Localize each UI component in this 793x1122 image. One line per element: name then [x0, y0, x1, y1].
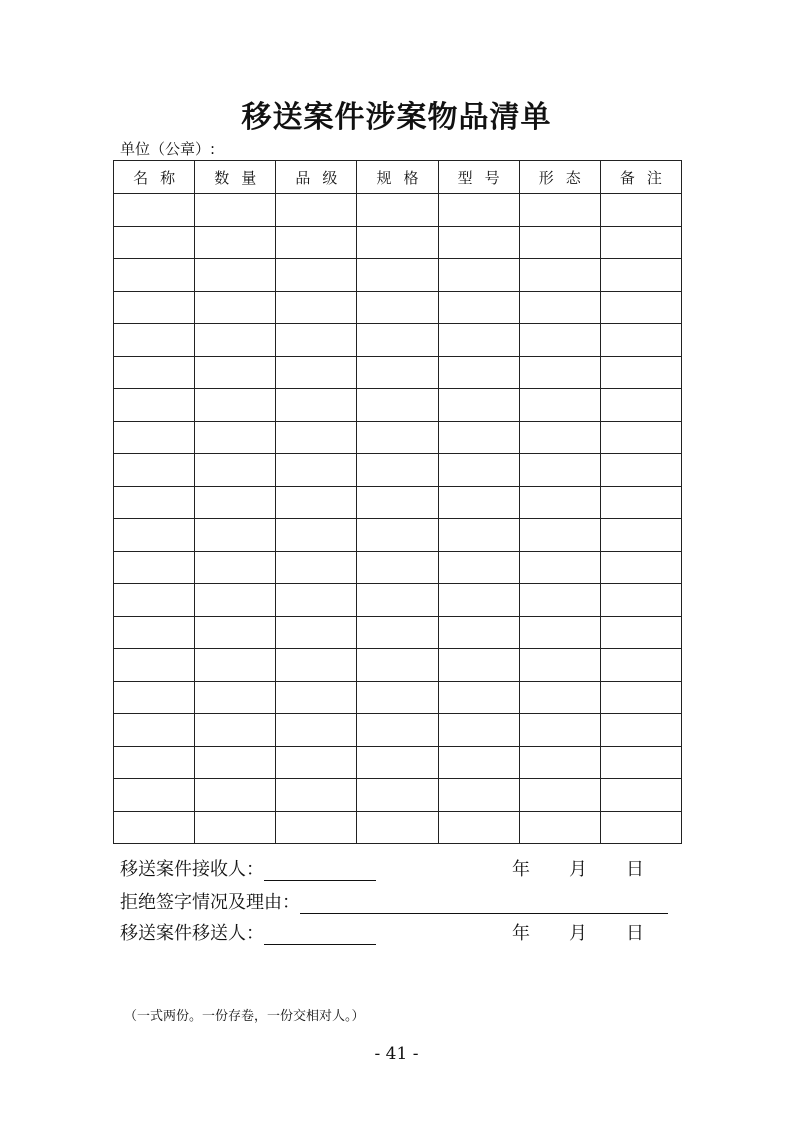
table-cell[interactable] — [276, 714, 357, 747]
table-row — [114, 649, 682, 682]
table-cell[interactable] — [114, 681, 195, 714]
table-cell[interactable] — [600, 421, 681, 454]
table-cell[interactable] — [195, 324, 276, 357]
table-cell[interactable] — [276, 356, 357, 389]
table-cell[interactable] — [114, 616, 195, 649]
table-cell[interactable] — [114, 714, 195, 747]
table-cell[interactable] — [114, 811, 195, 844]
table-cell[interactable] — [600, 486, 681, 519]
receiver-label: 移送案件接收人： — [120, 859, 264, 880]
table-cell[interactable] — [438, 324, 519, 357]
table-cell[interactable] — [519, 779, 600, 812]
table-cell[interactable] — [357, 649, 438, 682]
table-row — [114, 389, 682, 422]
table-cell[interactable] — [114, 324, 195, 357]
table-cell[interactable] — [600, 714, 681, 747]
table-row — [114, 714, 682, 747]
table-cell[interactable] — [114, 356, 195, 389]
table-cell[interactable] — [438, 584, 519, 617]
table-row — [114, 421, 682, 454]
table-cell[interactable] — [195, 584, 276, 617]
table-cell[interactable] — [357, 779, 438, 812]
table-cell[interactable] — [438, 681, 519, 714]
table-cell[interactable] — [276, 746, 357, 779]
table-cell[interactable] — [114, 584, 195, 617]
table-cell[interactable] — [600, 649, 681, 682]
table-row — [114, 454, 682, 487]
table-cell[interactable] — [357, 291, 438, 324]
table-cell[interactable] — [114, 486, 195, 519]
table-cell[interactable] — [195, 259, 276, 292]
table-cell[interactable] — [114, 454, 195, 487]
table-cell[interactable] — [600, 681, 681, 714]
table-cell[interactable] — [357, 681, 438, 714]
table-cell[interactable] — [195, 616, 276, 649]
table-cell[interactable] — [276, 681, 357, 714]
table-row — [114, 259, 682, 292]
table-cell[interactable] — [276, 584, 357, 617]
sender-date-month: 月 — [569, 923, 587, 944]
table-cell[interactable] — [276, 486, 357, 519]
table-cell[interactable] — [600, 519, 681, 552]
table-cell[interactable] — [438, 291, 519, 324]
table-cell[interactable] — [357, 616, 438, 649]
table-cell[interactable] — [600, 194, 681, 227]
receiver-signature-blank[interactable] — [264, 860, 376, 881]
table-cell[interactable] — [114, 649, 195, 682]
table-cell[interactable] — [438, 486, 519, 519]
table-cell[interactable] — [519, 389, 600, 422]
receiver-line — [120, 855, 376, 881]
table-row — [114, 551, 682, 584]
table-header-row — [114, 161, 682, 194]
table-cell[interactable] — [276, 519, 357, 552]
table-cell[interactable] — [195, 356, 276, 389]
table-cell[interactable] — [195, 291, 276, 324]
table-row — [114, 779, 682, 812]
column-header-form: 形态 — [519, 161, 600, 194]
table-cell[interactable] — [438, 779, 519, 812]
table-cell[interactable] — [114, 421, 195, 454]
table-cell[interactable] — [357, 746, 438, 779]
table-cell[interactable] — [519, 649, 600, 682]
table-row — [114, 616, 682, 649]
table-cell[interactable] — [600, 291, 681, 324]
table-cell[interactable] — [438, 454, 519, 487]
table-cell[interactable] — [600, 746, 681, 779]
table-cell[interactable] — [357, 486, 438, 519]
document-title: 移送案件涉案物品清单 — [241, 100, 552, 135]
table-cell[interactable] — [519, 454, 600, 487]
table-cell[interactable] — [276, 226, 357, 259]
table-cell[interactable] — [438, 421, 519, 454]
table-cell[interactable] — [519, 584, 600, 617]
table-cell[interactable] — [114, 551, 195, 584]
table-cell[interactable] — [438, 551, 519, 584]
table-cell[interactable] — [276, 194, 357, 227]
receiver-date-month: 月 — [569, 859, 587, 880]
table-cell[interactable] — [600, 454, 681, 487]
table-cell[interactable] — [276, 324, 357, 357]
table-cell[interactable] — [114, 291, 195, 324]
copies-note: （一式两份。一份存卷，一份交相对人。） — [124, 1009, 365, 1024]
table-cell[interactable] — [438, 194, 519, 227]
refusal-line — [120, 888, 668, 914]
table-cell[interactable] — [114, 779, 195, 812]
table-cell[interactable] — [357, 421, 438, 454]
table-cell[interactable] — [519, 324, 600, 357]
table-cell[interactable] — [519, 356, 600, 389]
table-row — [114, 681, 682, 714]
receiver-date-day: 日 — [626, 859, 644, 880]
table-cell[interactable] — [438, 746, 519, 779]
column-header-remarks: 备注 — [600, 161, 681, 194]
table-cell[interactable] — [600, 259, 681, 292]
table-cell[interactable] — [357, 519, 438, 552]
table-cell[interactable] — [357, 226, 438, 259]
table-cell[interactable] — [276, 454, 357, 487]
column-header-quantity: 数量 — [195, 161, 276, 194]
sender-line — [120, 919, 376, 945]
table-cell[interactable] — [195, 714, 276, 747]
table-cell[interactable] — [195, 454, 276, 487]
table-cell[interactable] — [357, 194, 438, 227]
table-cell[interactable] — [357, 551, 438, 584]
table-cell[interactable] — [357, 324, 438, 357]
table-cell[interactable] — [519, 519, 600, 552]
table-cell[interactable] — [438, 616, 519, 649]
table-row — [114, 356, 682, 389]
table-cell[interactable] — [276, 551, 357, 584]
table-cell[interactable] — [195, 486, 276, 519]
table-cell[interactable] — [438, 389, 519, 422]
table-cell[interactable] — [195, 649, 276, 682]
table-cell[interactable] — [438, 811, 519, 844]
sender-signature-blank[interactable] — [264, 924, 376, 945]
table-cell[interactable] — [195, 551, 276, 584]
table-cell[interactable] — [438, 356, 519, 389]
table-cell[interactable] — [195, 746, 276, 779]
table-cell[interactable] — [357, 714, 438, 747]
table-cell[interactable] — [519, 291, 600, 324]
table-cell[interactable] — [195, 389, 276, 422]
table-cell[interactable] — [519, 681, 600, 714]
table-cell[interactable] — [438, 519, 519, 552]
table-cell[interactable] — [114, 226, 195, 259]
table-row — [114, 194, 682, 227]
table-row — [114, 291, 682, 324]
table-cell[interactable] — [276, 811, 357, 844]
table-cell[interactable] — [357, 259, 438, 292]
table-cell[interactable] — [600, 226, 681, 259]
table-cell[interactable] — [114, 746, 195, 779]
table-cell[interactable] — [114, 194, 195, 227]
table-cell[interactable] — [600, 551, 681, 584]
table-cell[interactable] — [195, 779, 276, 812]
table-row — [114, 811, 682, 844]
table-cell[interactable] — [195, 519, 276, 552]
table-cell[interactable] — [276, 649, 357, 682]
table-cell[interactable] — [357, 389, 438, 422]
table-cell[interactable] — [195, 681, 276, 714]
table-cell[interactable] — [276, 779, 357, 812]
table-cell[interactable] — [195, 811, 276, 844]
table-cell[interactable] — [438, 649, 519, 682]
refusal-reason-blank[interactable] — [300, 893, 668, 914]
table-cell[interactable] — [519, 259, 600, 292]
sender-date-year: 年 — [512, 923, 530, 944]
table-cell[interactable] — [276, 389, 357, 422]
column-header-spec: 规格 — [357, 161, 438, 194]
table-cell[interactable] — [519, 226, 600, 259]
table-cell[interactable] — [519, 486, 600, 519]
refusal-label: 拒绝签字情况及理由： — [120, 892, 300, 913]
table-row — [114, 226, 682, 259]
table-cell[interactable] — [438, 714, 519, 747]
unit-seal-label: 单位（公章）: — [120, 140, 216, 158]
table-row — [114, 584, 682, 617]
table-cell[interactable] — [519, 746, 600, 779]
table-cell[interactable] — [600, 811, 681, 844]
table-cell[interactable] — [114, 259, 195, 292]
table-cell[interactable] — [276, 259, 357, 292]
table-cell[interactable] — [438, 226, 519, 259]
table-cell[interactable] — [195, 421, 276, 454]
table-cell[interactable] — [519, 616, 600, 649]
sender-label: 移送案件移送人： — [120, 923, 264, 944]
table-cell[interactable] — [276, 421, 357, 454]
table-cell[interactable] — [114, 389, 195, 422]
page-number: - 41 - — [374, 1044, 419, 1064]
table-cell[interactable] — [195, 194, 276, 227]
table-row — [114, 486, 682, 519]
table-cell[interactable] — [276, 291, 357, 324]
column-header-grade: 品级 — [276, 161, 357, 194]
table-cell[interactable] — [438, 259, 519, 292]
table-cell[interactable] — [519, 714, 600, 747]
table-cell[interactable] — [357, 454, 438, 487]
table-cell[interactable] — [519, 194, 600, 227]
table-row — [114, 746, 682, 779]
table-cell[interactable] — [276, 616, 357, 649]
table-cell[interactable] — [519, 421, 600, 454]
table-cell[interactable] — [519, 811, 600, 844]
table-cell[interactable] — [357, 584, 438, 617]
table-cell[interactable] — [357, 811, 438, 844]
table-cell[interactable] — [357, 356, 438, 389]
column-header-model: 型号 — [438, 161, 519, 194]
table-cell[interactable] — [195, 226, 276, 259]
table-cell[interactable] — [600, 324, 681, 357]
receiver-date-year: 年 — [512, 859, 530, 880]
table-row — [114, 519, 682, 552]
items-table — [113, 160, 682, 844]
sender-date-day: 日 — [626, 923, 644, 944]
table-cell[interactable] — [600, 584, 681, 617]
table-cell[interactable] — [519, 551, 600, 584]
table-row — [114, 324, 682, 357]
column-header-name: 名称 — [114, 161, 195, 194]
table-body — [114, 194, 682, 844]
table-cell[interactable] — [600, 779, 681, 812]
table-cell[interactable] — [114, 519, 195, 552]
table-cell[interactable] — [600, 616, 681, 649]
table-cell[interactable] — [600, 356, 681, 389]
table-cell[interactable] — [600, 389, 681, 422]
